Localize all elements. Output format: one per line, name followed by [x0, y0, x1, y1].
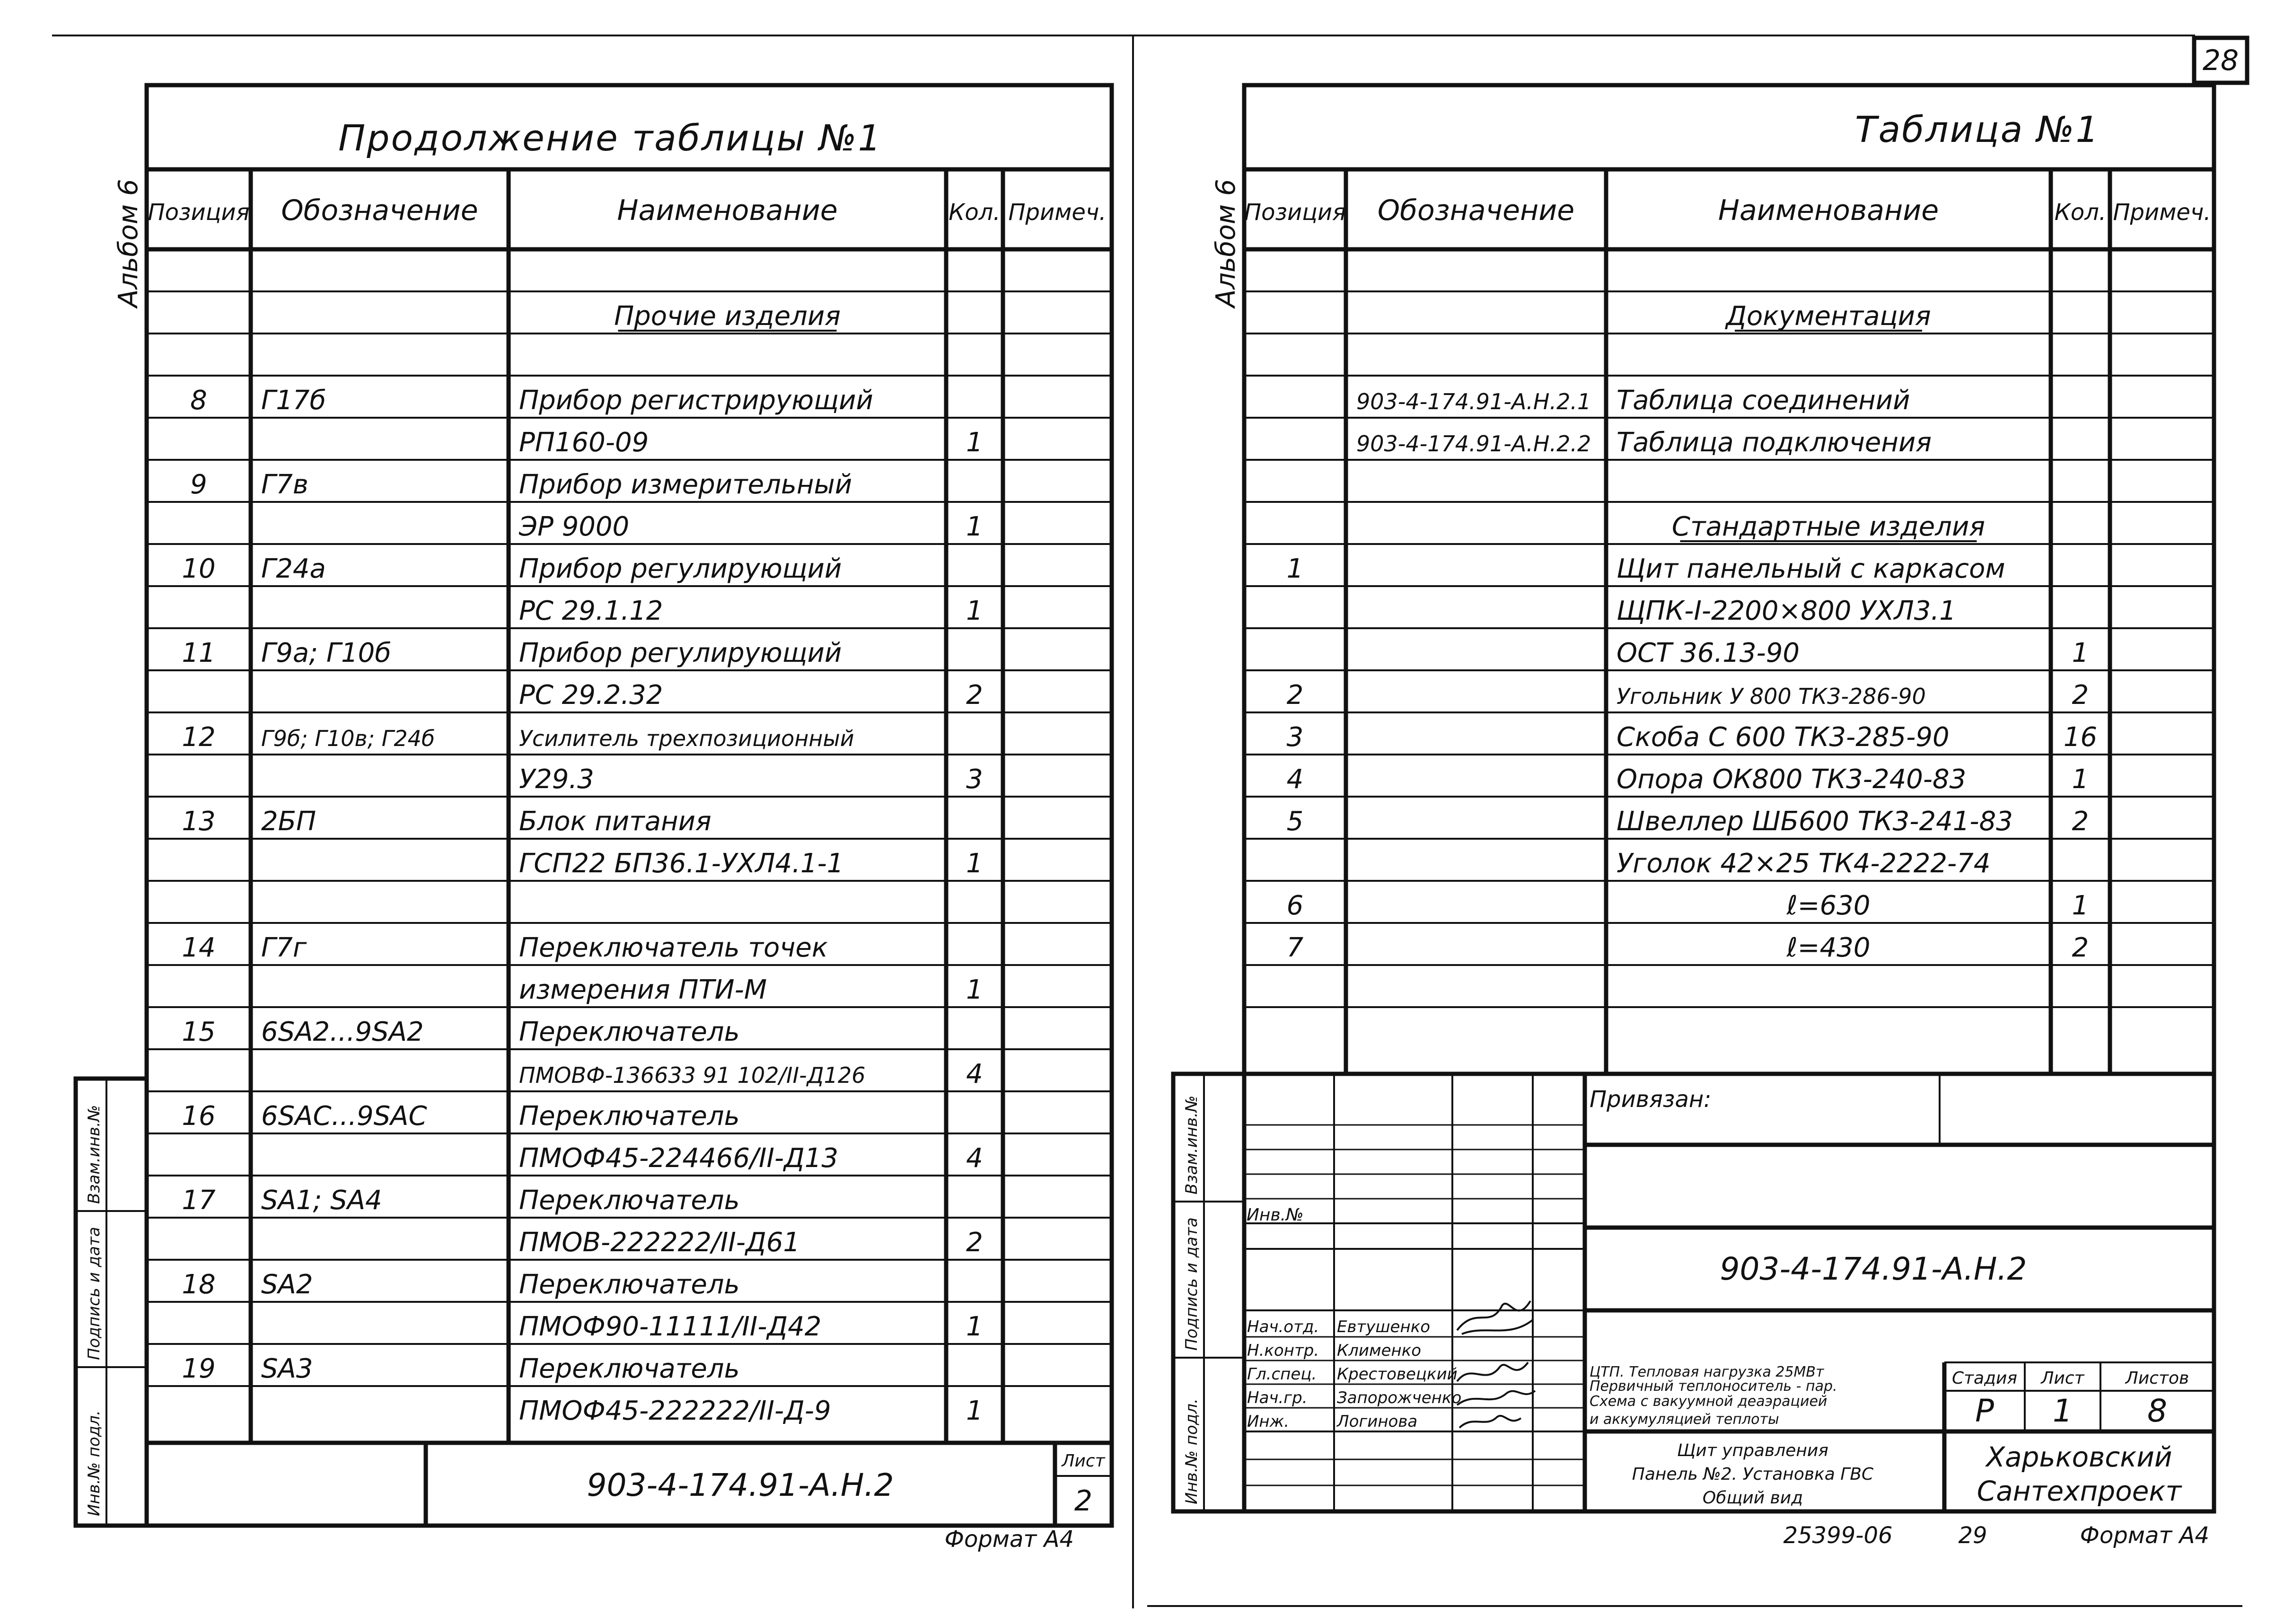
- right-table-body: [1244, 291, 2214, 1007]
- table-cell: Скоба С 600 ТК3-285-90: [1617, 722, 1950, 753]
- table-cell: 6SA2...9SA2: [261, 1017, 424, 1047]
- table-cell: 8: [190, 385, 207, 416]
- table-row: [1244, 301, 2214, 334]
- table-row: [1244, 638, 2214, 670]
- table-cell: Усилитель трехпозиционный: [519, 726, 854, 751]
- signature-name: Евтушенко: [1337, 1317, 1431, 1336]
- right-footer-archive: 25399-06: [1783, 1522, 1893, 1549]
- table-row: [519, 1396, 983, 1426]
- table-row: [147, 974, 1112, 1007]
- tb-project-line-4: и аккумуляцией теплоты: [1590, 1411, 1779, 1428]
- left-format-label: Формат А4: [944, 1526, 1074, 1553]
- right-format-label: Формат А4: [2080, 1522, 2209, 1549]
- table-cell: 2: [2072, 680, 2089, 711]
- table-cell: 1: [2072, 638, 2089, 668]
- table-cell: Переключатель: [519, 1185, 740, 1216]
- table-cell: 1: [966, 974, 983, 1005]
- table-cell: Прибор регистрирующий: [519, 385, 873, 416]
- table-row: [147, 638, 1112, 670]
- table-cell: У29.3: [519, 764, 594, 795]
- table-cell: Переключатель: [519, 1101, 740, 1132]
- signature-name: Крестовецкий: [1337, 1365, 1458, 1384]
- table-row: [147, 427, 1112, 460]
- table-row: [147, 932, 1112, 965]
- table-cell: 1: [966, 596, 983, 626]
- table-cell: Переключатель точек: [519, 932, 828, 963]
- table-cell: Прибор регулирующий: [519, 553, 842, 584]
- table-cell: ПМОФ45-222222/II-Д-9: [519, 1396, 831, 1426]
- table-row: [147, 511, 1112, 544]
- right-side-label-inv: Инв.№ подл.: [1182, 1398, 1201, 1504]
- left-album-label: Альбом 6: [113, 179, 144, 307]
- table-cell: 2: [2072, 806, 2089, 837]
- table-cell: Прибор регулирующий: [519, 638, 842, 668]
- tb-drawing-line-3: Общий вид: [1702, 1488, 1803, 1508]
- table-row: [1244, 722, 2214, 755]
- table-cell: 2: [966, 680, 983, 711]
- table-row: [147, 1101, 1112, 1133]
- table-cell: 12: [182, 722, 216, 753]
- table-cell: ПМОФ45-224466/II-Д13: [519, 1143, 839, 1174]
- table-cell: ОСТ 36.13-90: [1617, 638, 1800, 668]
- tb-signatures: [1247, 1317, 1461, 1431]
- table-row: [1244, 806, 2214, 839]
- table-row: [1244, 848, 2214, 881]
- table-row: [147, 1143, 1112, 1176]
- table-cell: SA3: [261, 1353, 313, 1384]
- signature-role: Инж.: [1247, 1412, 1290, 1431]
- table-cell: 1: [1286, 553, 1304, 584]
- section-heading: Стандартные изделия: [1671, 511, 1986, 542]
- table-cell: 1: [966, 1396, 983, 1426]
- table-cell: 1: [966, 848, 983, 879]
- table-cell: Переключатель: [519, 1017, 740, 1047]
- table-cell: РС 29.1.12: [519, 596, 663, 626]
- signature-role: Нач.отд.: [1247, 1317, 1319, 1336]
- table-cell: Швеллер ШБ600 ТК3-241-83: [1617, 806, 2013, 837]
- table-row: [147, 469, 1112, 502]
- table-cell: Щит панельный с каркасом: [1617, 553, 2005, 584]
- left-side-label-inv: Инв.№ подл.: [85, 1410, 104, 1516]
- table-cell: Переключатель: [519, 1269, 740, 1300]
- left_sheet-header-cell: Кол.: [949, 199, 1001, 226]
- table-cell: 6: [1286, 890, 1304, 921]
- table-cell: 16: [2063, 722, 2098, 753]
- table-row: [1244, 680, 2214, 712]
- right-album-label: Альбом 6: [1211, 179, 1241, 307]
- table-cell: 16: [182, 1101, 216, 1132]
- tb-drawing-line-2: Панель №2. Установка ГВС: [1632, 1465, 1874, 1484]
- table-cell: 1: [966, 427, 983, 458]
- table-cell: ГСП22 БП36.1-УХЛ4.1-1: [519, 848, 844, 879]
- table-cell: РС 29.2.32: [519, 680, 663, 711]
- table-row: [147, 680, 1112, 712]
- right_sheet-header-cell: Наименование: [1718, 194, 1939, 227]
- table-cell: Г7в: [261, 469, 308, 500]
- right-table-title: Таблица №1: [1855, 108, 2100, 150]
- signature-role: Н.контр.: [1247, 1341, 1319, 1360]
- tb-project-line-3: Схема с вакуумной деаэрацией: [1590, 1393, 1827, 1410]
- signature-name: Логинова: [1337, 1412, 1418, 1431]
- table-cell: 7: [1286, 932, 1304, 963]
- signature-role: Нач.гр.: [1247, 1388, 1308, 1407]
- table-cell: 18: [182, 1269, 216, 1300]
- tb-project-line-1: ЦТП. Тепловая нагрузка 25МВт: [1590, 1364, 1824, 1380]
- left-side-label-replace: Взам.инв.№: [85, 1105, 104, 1204]
- tb-doc-code: 903-4-174.91-А.Н.2: [1720, 1251, 2027, 1287]
- table-row: [1244, 553, 2214, 586]
- table-cell: 2: [966, 1227, 983, 1258]
- tb-sheet-value: 1: [2053, 1393, 2073, 1429]
- tb-org-line-1: Харьковский: [1986, 1441, 2172, 1473]
- section-heading: Прочие изделия: [614, 301, 841, 332]
- table-cell: SA2: [261, 1269, 313, 1300]
- table-cell: ЭР 9000: [519, 511, 630, 542]
- table-cell: SA1; SA4: [261, 1185, 382, 1216]
- table-row: [147, 385, 1112, 418]
- table-cell: 19: [182, 1353, 216, 1384]
- table-row: [147, 596, 1112, 628]
- tb-sheet-label: Лист: [2041, 1369, 2084, 1388]
- table-cell: ПМОВФ-136633 91 102/II-Д126: [519, 1062, 866, 1088]
- table-cell: 3: [966, 764, 983, 795]
- table-row: [1244, 932, 2214, 965]
- table-cell: ЩПК-I-2200×800 УХЛ3.1: [1617, 596, 1956, 626]
- table-row: [147, 1017, 1112, 1049]
- table-cell: 2БП: [261, 806, 316, 837]
- table-cell: 2: [1286, 680, 1304, 711]
- left-table-title: Продолжение таблицы №1: [338, 117, 882, 159]
- table-cell: Таблица соединений: [1617, 385, 1910, 416]
- table-cell: измерения ПТИ-М: [519, 974, 767, 1005]
- page-number: 28: [2202, 44, 2239, 77]
- signature-marks: [1457, 1301, 1535, 1428]
- left_sheet-header-cell: Наименование: [617, 194, 838, 227]
- table-cell: Г9а; Г10б: [261, 638, 391, 668]
- table-cell: 1: [2072, 890, 2089, 921]
- right-frame: [1244, 85, 2214, 1511]
- table-cell: 1: [966, 1311, 983, 1342]
- tb-privyazan-label: Привязан:: [1590, 1086, 1712, 1113]
- right_sheet-header-cell: Примеч.: [2113, 199, 2211, 226]
- table-cell: 903-4-174.91-А.Н.2.1: [1356, 389, 1591, 414]
- left_sheet-header-cell: Обозначение: [281, 194, 478, 227]
- table-row: [1244, 764, 2214, 797]
- table-cell: 1: [2072, 764, 2089, 795]
- table-cell: 15: [182, 1017, 216, 1047]
- table-cell: Г7г: [261, 932, 307, 963]
- table-cell: 4: [966, 1143, 983, 1174]
- right_sheet-header-cell: Кол.: [2054, 199, 2107, 226]
- table-cell: Г9б; Г10в; Г24б: [261, 726, 435, 751]
- tb-project-line-2: Первичный теплоноситель - пар.: [1590, 1378, 1837, 1395]
- table-cell: 2: [2072, 932, 2089, 963]
- right-sheet: [1173, 85, 2214, 1549]
- left-doc-code: 903-4-174.91-А.Н.2: [587, 1467, 894, 1503]
- tb-drawing-line-1: Щит управления: [1677, 1441, 1828, 1460]
- table-row: [1244, 596, 2214, 628]
- table-cell: Угольник У 800 ТК3-286-90: [1617, 684, 1926, 709]
- table-row: [1244, 385, 2214, 418]
- left-table-body: [147, 291, 1112, 1426]
- table-cell: Переключатель: [519, 1353, 740, 1384]
- table-row: [147, 764, 1112, 797]
- table-cell: ℓ=630: [1786, 890, 1871, 921]
- left_sheet-header-cell: Позиция: [148, 199, 250, 226]
- table-cell: 17: [182, 1185, 216, 1216]
- table-cell: 13: [182, 806, 216, 837]
- table-cell: Опора ОК800 ТК3-240-83: [1617, 764, 1967, 795]
- table-cell: 10: [182, 553, 216, 584]
- tb-inv-label: Инв.№: [1247, 1205, 1304, 1225]
- right_sheet-header-cell: Обозначение: [1377, 194, 1575, 227]
- table-cell: Таблица подключения: [1617, 427, 1932, 458]
- table-cell: Уголок 42×25 ТК4-2222-74: [1617, 848, 1991, 879]
- table-cell: 4: [1286, 764, 1304, 795]
- table-cell: Г17б: [261, 385, 326, 416]
- table-cell: 9: [190, 469, 207, 500]
- right-side-label-sign: Подпись и дата: [1182, 1217, 1201, 1351]
- table-cell: 5: [1286, 806, 1304, 837]
- signature-role: Гл.спец.: [1247, 1365, 1317, 1384]
- table-row: [1244, 890, 2214, 923]
- signature-name: Запорожченко: [1337, 1388, 1462, 1407]
- tb-stage-label: Стадия: [1951, 1369, 2018, 1388]
- table-row: [147, 1311, 1112, 1344]
- signature-name: Клименко: [1337, 1341, 1422, 1360]
- right-side-label-replace: Взам.инв.№: [1182, 1095, 1201, 1194]
- table-row: [1244, 511, 2214, 544]
- table-cell: РП160-09: [519, 427, 649, 458]
- table-cell: 6SAC...9SAC: [261, 1101, 427, 1132]
- table-row: [147, 1059, 1112, 1091]
- tb-org-line-2: Сантехпроект: [1977, 1475, 2182, 1507]
- right-footer-number: 29: [1958, 1522, 1987, 1549]
- table-cell: Блок питания: [519, 806, 712, 837]
- table-cell: 903-4-174.91-А.Н.2.2: [1356, 431, 1591, 456]
- table-cell: 3: [1286, 722, 1304, 753]
- right-title-block: [1244, 1074, 2214, 1511]
- table-row: [147, 1353, 1112, 1386]
- table-row: [147, 1269, 1112, 1302]
- table-cell: Прибор измерительный: [519, 469, 852, 500]
- tb-sheets-value: 8: [2147, 1393, 2167, 1429]
- right_sheet-header-cell: Позиция: [1244, 199, 1346, 226]
- table-row: [147, 1227, 1112, 1260]
- left-sheet: [76, 85, 1112, 1553]
- table-row: [147, 301, 1112, 334]
- table-row: [1244, 427, 2214, 460]
- table-cell: 4: [966, 1059, 983, 1089]
- tb-sheets-label: Листов: [2125, 1369, 2189, 1388]
- table-cell: ℓ=430: [1786, 932, 1871, 963]
- tb-stage-value: Р: [1975, 1393, 1994, 1429]
- table-cell: ПМОВ-222222/II-Д61: [519, 1227, 800, 1258]
- table-cell: 11: [182, 638, 216, 668]
- table-row: [147, 722, 1112, 755]
- table-cell: 14: [182, 932, 216, 963]
- table-cell: ПМОФ90-11111/II-Д42: [519, 1311, 822, 1342]
- left-sheet-label: Лист: [1062, 1451, 1105, 1471]
- left-side-label-sign: Подпись и дата: [85, 1227, 104, 1360]
- section-heading: Документация: [1726, 301, 1931, 332]
- table-row: [147, 806, 1112, 839]
- table-row: [147, 1185, 1112, 1218]
- table-cell: 1: [966, 511, 983, 542]
- left-sheet-number: 2: [1074, 1484, 1093, 1518]
- left_sheet-header-cell: Примеч.: [1008, 199, 1107, 226]
- table-cell: Г24а: [261, 553, 326, 584]
- table-row: [147, 848, 1112, 881]
- table-row: [147, 553, 1112, 586]
